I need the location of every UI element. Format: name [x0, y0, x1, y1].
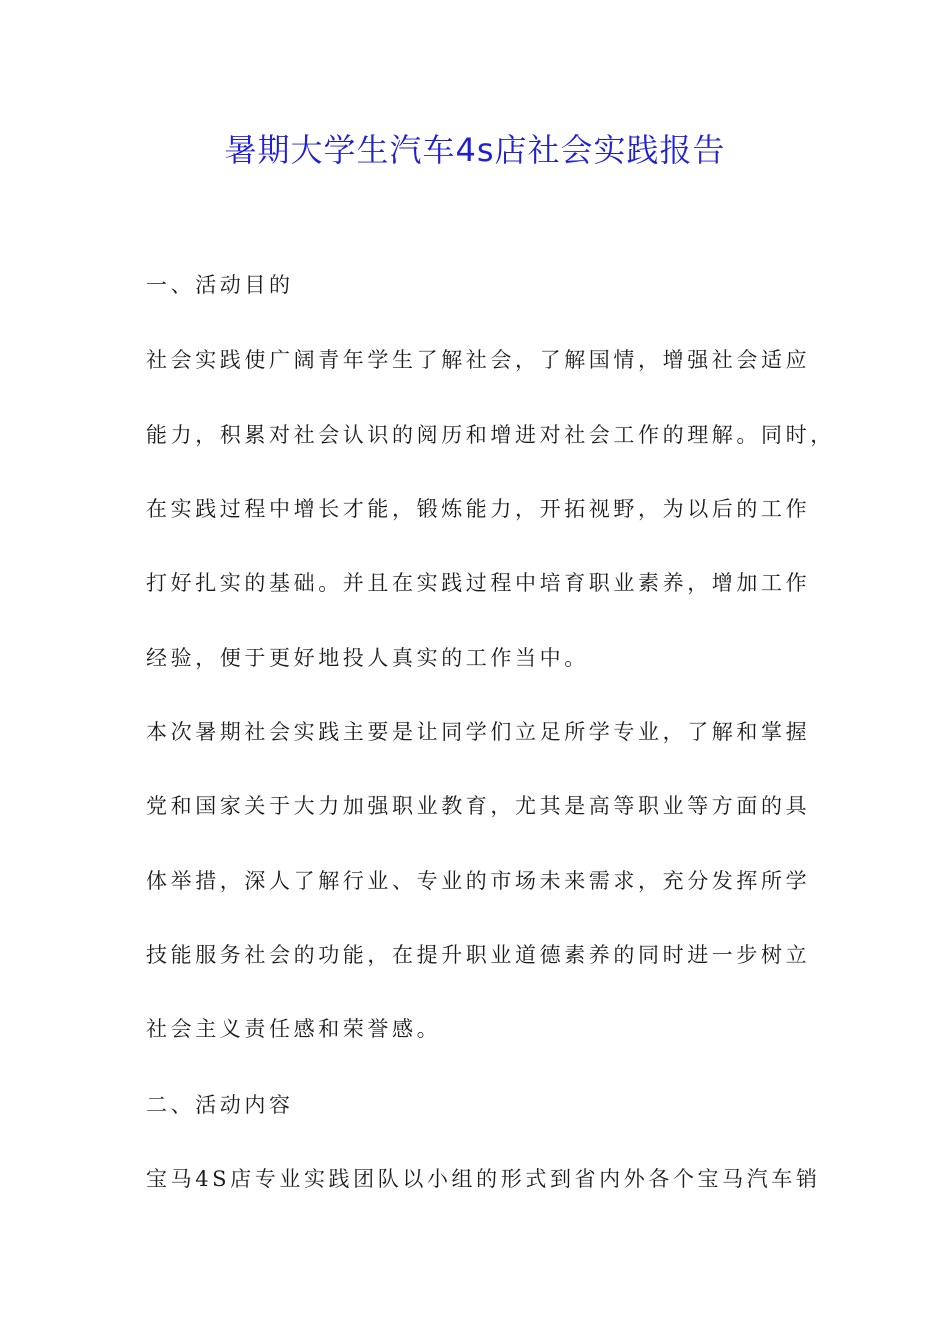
- paragraph-line: 本次暑期社会实践主要是让同学们立足所学专业，了解和掌握: [146, 720, 811, 744]
- section-heading-purpose: 一、活动目的: [146, 273, 294, 297]
- paragraph-line: 宝马4S店专业实践团队以小组的形式到省内外各个宝马汽车销: [146, 1167, 821, 1191]
- paragraph-line: 社会实践使广阔青年学生了解社会，了解国情，增强社会适应: [146, 348, 811, 372]
- paragraph-line: 技能服务社会的功能，在提升职业道德素养的同时进一步树立: [146, 943, 811, 967]
- paragraph-line: 打好扎实的基础。并且在实践过程中培育职业素养，增加工作: [146, 571, 811, 595]
- paragraph-line: 社会主义责任感和荣誉感。: [146, 1017, 442, 1041]
- paragraph-line: 能力，积累对社会认识的阅历和增进对社会工作的理解。同时，: [146, 423, 835, 447]
- document-title: 暑期大学生汽车4s店社会实践报告: [224, 131, 726, 169]
- section-heading-content: 二、活动内容: [146, 1093, 294, 1117]
- paragraph-line: 经验，便于更好地投人真实的工作当中。: [146, 646, 589, 670]
- paragraph-line: 在实践过程中增长才能，锻炼能力，开拓视野，为以后的工作: [146, 497, 811, 521]
- paragraph-line: 体举措，深人了解行业、专业的市场未来需求，充分发挥所学: [146, 869, 811, 893]
- paragraph-line: 党和国家关于大力加强职业教育，尤其是高等职业等方面的具: [146, 794, 811, 818]
